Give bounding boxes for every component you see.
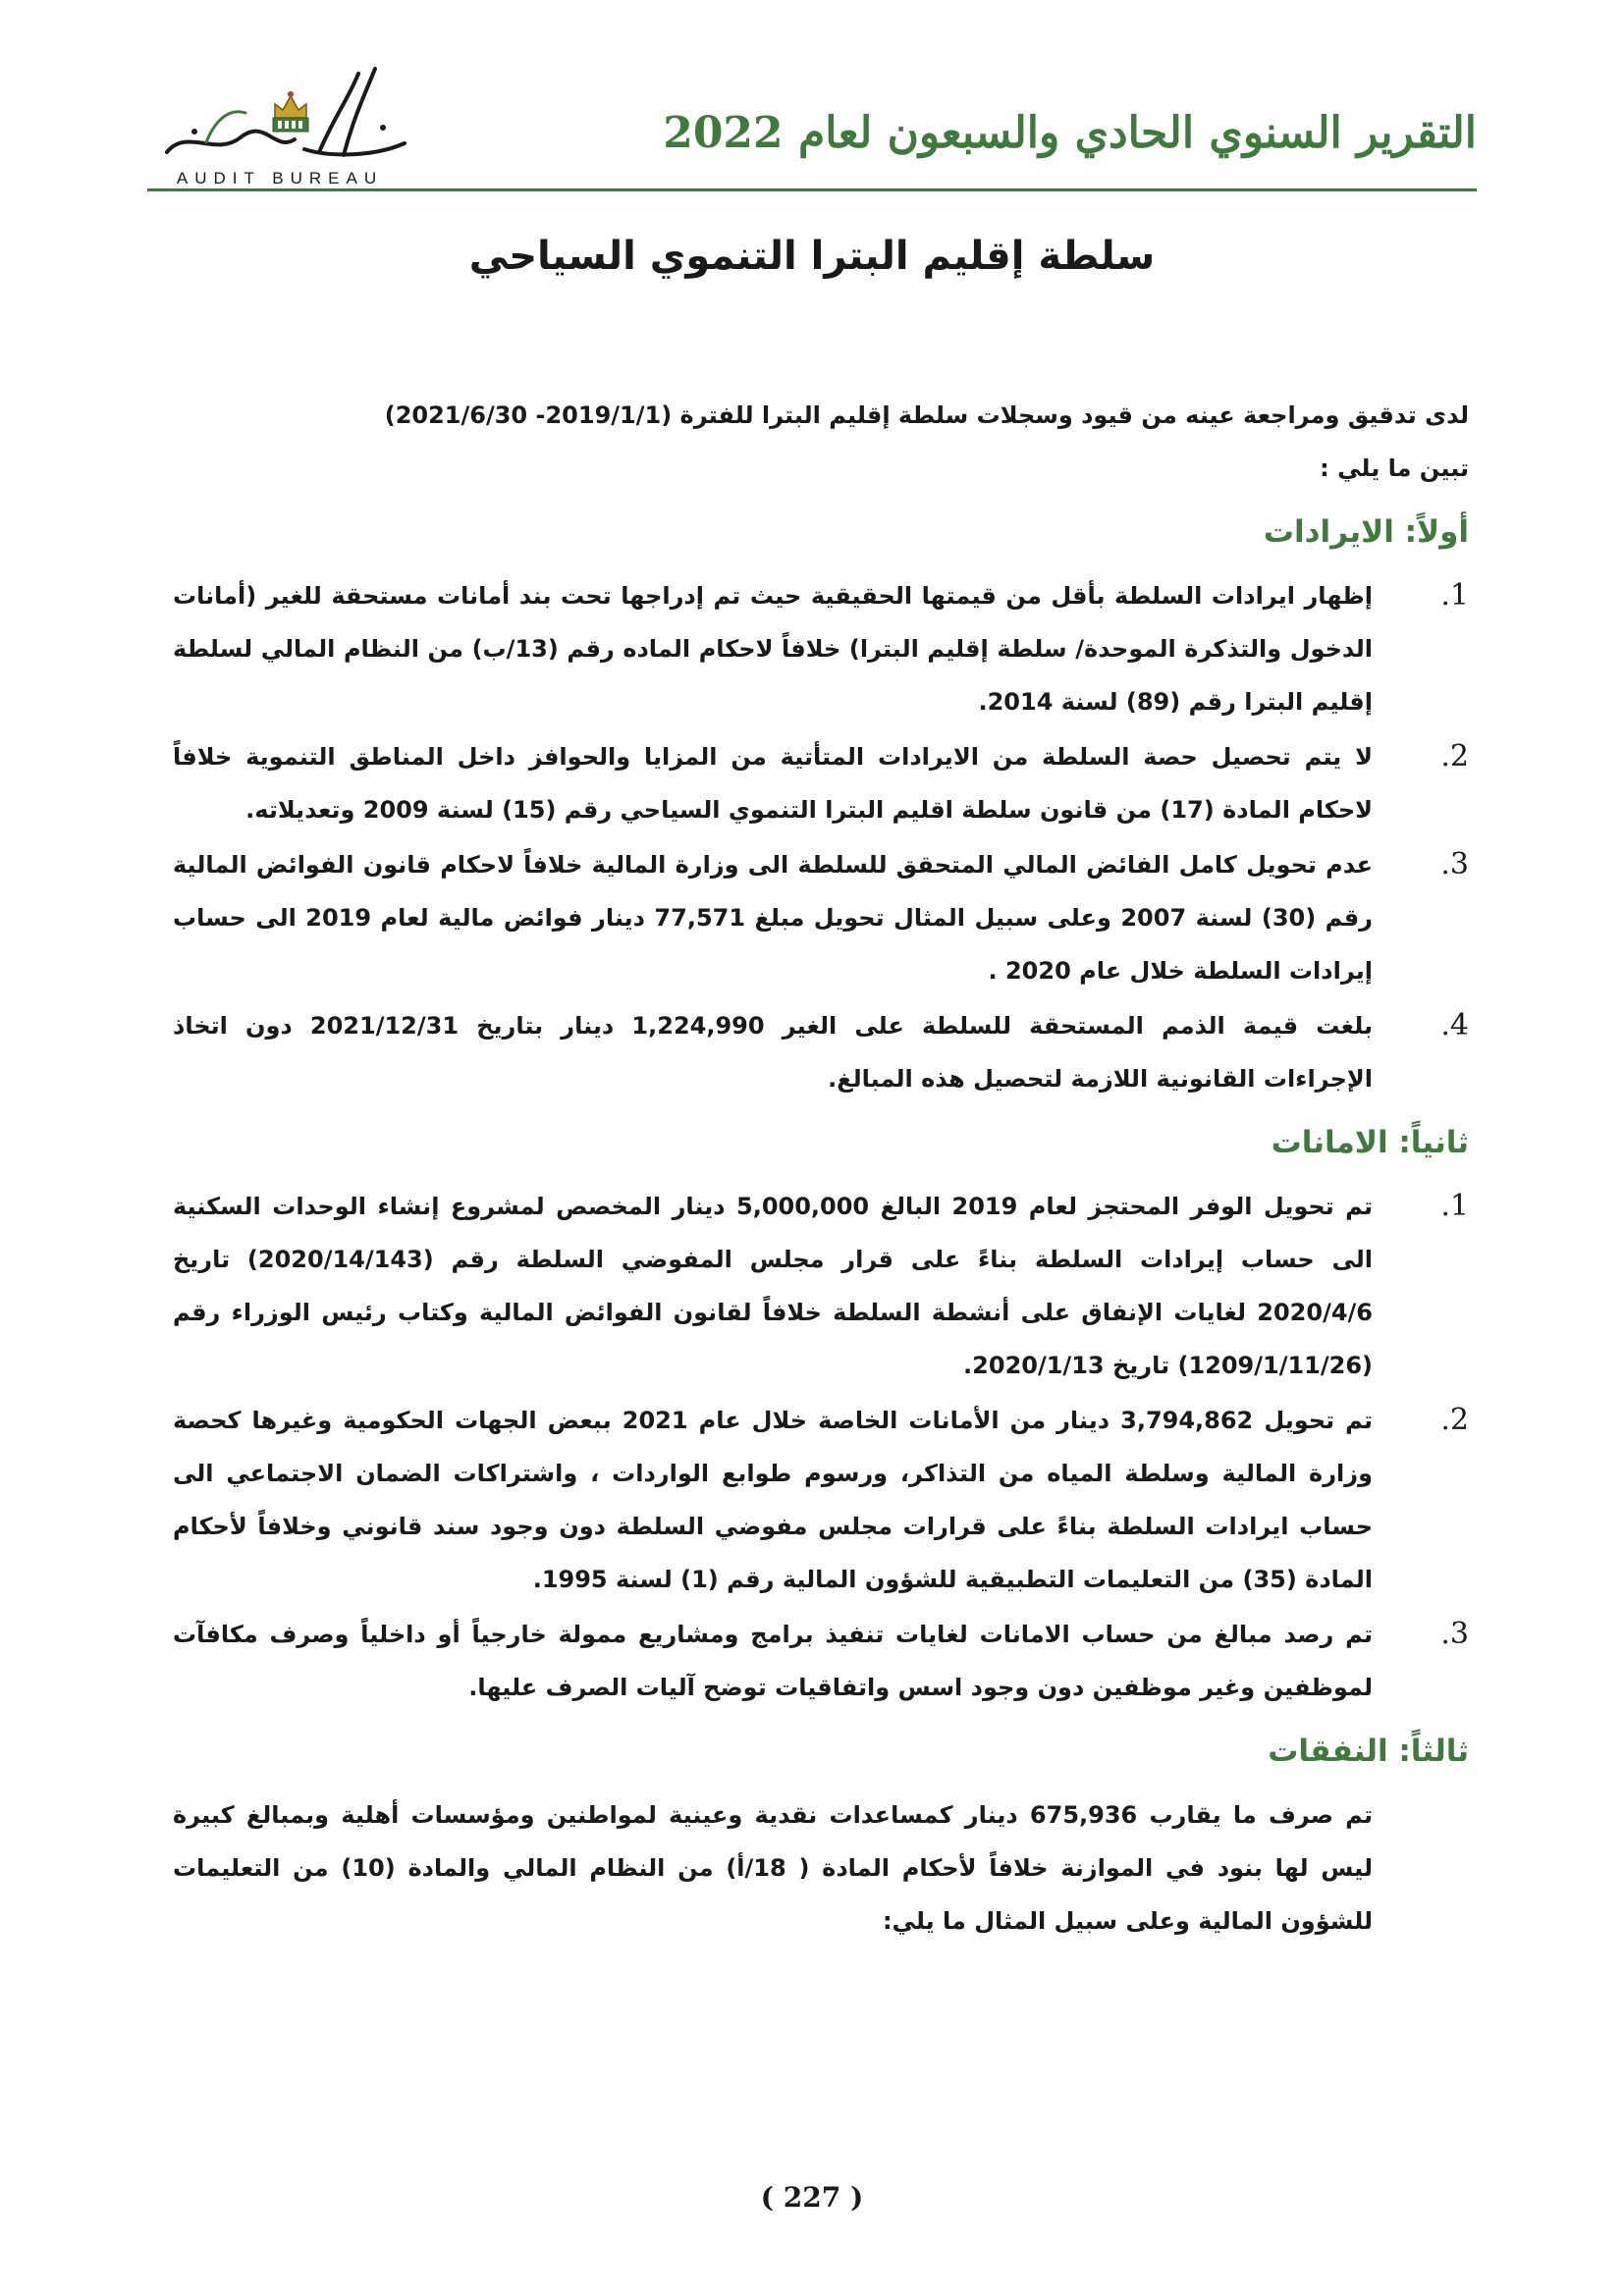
list-item-number: 2. <box>1440 739 1469 774</box>
section-expenses <box>173 1722 1469 1948</box>
page-number: ( 227 ) <box>760 2181 864 2214</box>
list-item-number: 3. <box>1440 1617 1469 1651</box>
section-heading: ثالثاً: النفقات <box>1268 1734 1469 1769</box>
list-item-text: تم تحويل 3,794,862 دينار من الأمانات الخاصة خلال عام 2021 ببعض الجهات الحكومية وغيرها كحصة وزارة المالية وسلطة المياه من التذاكر، ورسوم طوابع الواردات ، واشتراكات الضمان الاجتماعي الى حساب ايرادات السلطة بناءً على قرارات مجلس مفوضي السلطة دون وجود سند قانوني وخلافاً لأحكام المادة (35) من التعليمات التطبيقية للشؤون المالية رقم (1) لسنة 1995. <box>173 1407 1373 1593</box>
logo-emblem-icon <box>147 59 422 169</box>
list-item-text: عدم تحويل كامل الفائض المالي المتحقق للسلطة الى وزارة المالية خلافاً لاحكام قانون الفوائض المالية رقم (30) لسنة 2007 وعلى سبيل المثال تحويل مبلغ 77,571 دينار فوائض مالية لعام 2019 الى حساب إيرادات السلطة خلال عام 2020 . <box>173 851 1373 985</box>
section-revenues <box>173 503 1469 1105</box>
list-item <box>173 1180 1469 1392</box>
list-item-number: 1. <box>1440 578 1469 613</box>
intro-paragraph <box>173 389 1469 495</box>
report-title: التقرير السنوي الحادي والسبعون لعام 2022 <box>663 108 1477 158</box>
section-paragraph: تم صرف ما يقارب 675,936 دينار كمساعدات نقدية وعينية لمواطنين ومؤسسات أهلية وبمبالغ كبيرة ليس لها بنود في الموازنة خلافاً لأحكام المادة ( 18/أ) من النظام المالي والمادة (10) من التعليمات للشؤون المالية وعلى سبيل المثال ما يلي: <box>173 1801 1373 1935</box>
list-item-text: إظهار ايرادات السلطة بأقل من قيمتها الحقيقية حيث تم إدراجها تحت بند أمانات مستحقة للغير (أمانات الدخول والتذكرة الموحدة/ سلطة إقليم البترا) خلافاً لاحكام الماده رقم (13/ب) من النظام المالي لسلطة إقليم البترا رقم (89) لسنة 2014. <box>173 582 1373 716</box>
list-item <box>173 838 1469 997</box>
document-body <box>173 389 1469 1948</box>
list-item-text: تم تحويل الوفر المحتجز لعام 2019 البالغ 5,000,000 دينار المخصص لمشروع إنشاء الوحدات السكنية الى حساب إيرادات السلطة بناءً على قرار مجلس المفوضي السلطة رقم (2020/14/143) تاريخ 2020/4/6 لغايات الإنفاق على أنشطة السلطة خلافاً لقانون الفوائض المالية وكتاب رئيس الوزراء رقم (1209/1/11/26) تاريخ 2020/1/13. <box>173 1193 1373 1379</box>
list-item <box>173 569 1469 728</box>
intro-line-1: لدى تدقيق ومراجعة عينه من قيود وسجلات سلطة إقليم البترا للفترة (2019/1/1- 2021/6/30) <box>384 401 1469 429</box>
audit-bureau-logo <box>147 59 422 191</box>
section-trusts <box>173 1113 1469 1714</box>
page-header <box>147 59 1477 196</box>
list-item-number: 1. <box>1440 1189 1469 1223</box>
section-heading: ثانياً: الامانات <box>1271 1125 1469 1160</box>
list-item <box>173 999 1469 1105</box>
intro-line-2: تبين ما يلي : <box>1320 454 1469 482</box>
list-item <box>173 730 1469 836</box>
list-item-number: 3. <box>1440 847 1469 881</box>
list-item-text: بلغت قيمة الذمم المستحقة للسلطة على الغير 1,224,990 دينار بتاريخ 2021/12/31 دون اتخاذ الإجراءات القانونية اللازمة لتحصيل هذه المبالغ. <box>173 1012 1373 1093</box>
list-item-text: لا يتم تحصيل حصة السلطة من الايرادات المتأتية من المزايا والحوافز داخل المناطق التنموية خلافاً لاحكام المادة (17) من قانون سلطة اقليم البترا التنموي السياحي رقم (15) لسنة 2009 وتعديلاته. <box>173 743 1373 824</box>
list-item-number: 2. <box>1440 1403 1469 1437</box>
list-item-number: 4. <box>1440 1008 1469 1042</box>
header-divider <box>147 188 1477 191</box>
list-item <box>173 1608 1469 1714</box>
list-item-text: تم رصد مبالغ من حساب الامانات لغايات تنفيذ برامج ومشاريع ممولة خارجياً أو داخلياً وصرف مكافآت لموظفين وغير موظفين دون وجود اسس واتفاقيات توضح آليات الصرف عليها. <box>173 1621 1373 1701</box>
logo-english-text: AUDIT BUREAU <box>176 169 384 187</box>
list-item <box>173 1394 1469 1606</box>
section-heading: أولاً: الايرادات <box>1263 514 1469 550</box>
page-title: سلطة إقليم البترا التنموي السياحي <box>468 234 1156 279</box>
